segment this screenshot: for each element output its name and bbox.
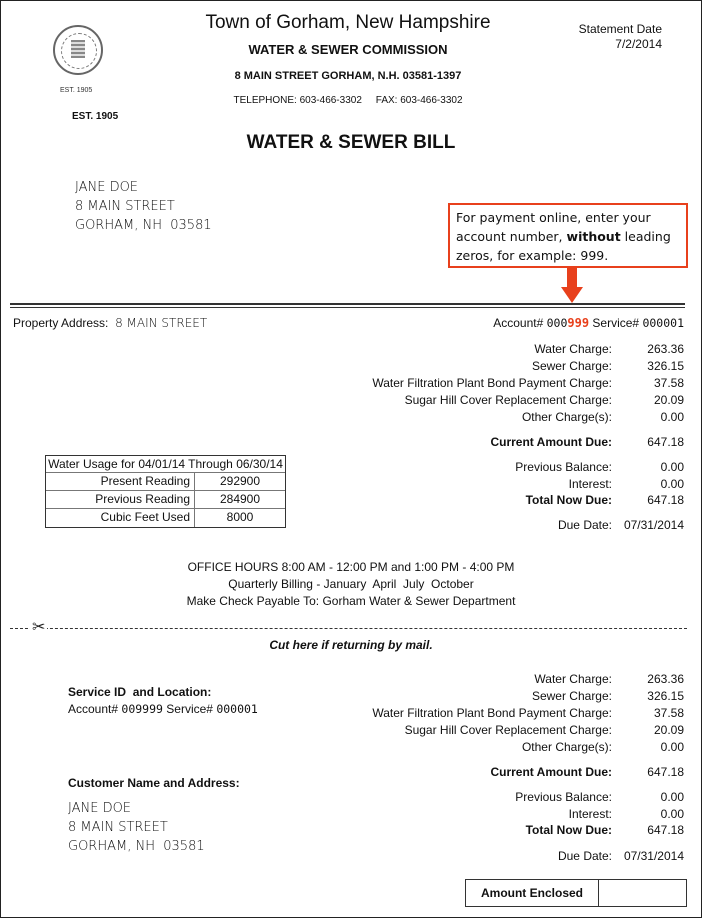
interest-amount: 0.00 xyxy=(660,807,684,821)
cut-instruction: Cut here if returning by mail. xyxy=(269,638,433,652)
stub-account-number: 009999 xyxy=(121,702,163,716)
divider xyxy=(10,303,685,305)
statement-date: 7/2/2014 xyxy=(615,37,662,51)
total-due-label: Total Now Due: xyxy=(525,823,612,837)
customer-city: GORHAM, NH 03581 xyxy=(75,218,212,233)
charge-label: Sewer Charge: xyxy=(531,359,612,373)
callout-text-end: leading zeros, for example: 999. xyxy=(456,229,671,263)
interest-label: Interest: xyxy=(568,807,612,821)
property-address xyxy=(13,316,207,330)
total-due-amount: 647.18 xyxy=(647,493,684,507)
contact-phones: TELEPHONE: 603-466-3302 FAX: 603-466-3302 xyxy=(233,95,463,106)
interest-label: Interest: xyxy=(568,477,612,491)
water-usage-table xyxy=(45,455,286,528)
usage-value: 284900 xyxy=(219,492,261,506)
charge-amount: 20.09 xyxy=(653,723,684,737)
usage-label: Present Reading xyxy=(46,473,195,490)
property-address-label: Property Address: xyxy=(13,316,109,330)
customer-name: JANE DOE xyxy=(68,801,132,816)
callout-text: For payment online, enter your account number, xyxy=(456,210,651,244)
table-row xyxy=(46,491,285,509)
charge-label: Water Filtration Plant Bond Payment Charge: xyxy=(372,706,612,720)
stub-account-label: Account# xyxy=(68,702,119,716)
customer-address xyxy=(75,178,212,235)
service-label: Service# xyxy=(592,316,640,330)
seal-est-small: EST. 1905 xyxy=(60,87,93,94)
payable-to: Make Check Payable To: Gorham Water & Sewer Department xyxy=(186,594,516,608)
current-due-amount: 647.18 xyxy=(647,435,684,449)
customer-city: GORHAM, NH 03581 xyxy=(68,839,205,854)
office-hours: OFFICE HOURS 8:00 AM - 12:00 PM and 1:00 PM - 4:00 PM xyxy=(187,560,515,574)
balance-amount: 0.00 xyxy=(660,460,684,474)
customer-name: JANE DOE xyxy=(75,180,139,195)
statement-date-label: Statement Date xyxy=(578,22,662,36)
property-address-value: 8 MAIN STREET xyxy=(115,316,208,330)
stub-service-number: 000001 xyxy=(216,702,258,716)
charge-amount: 326.15 xyxy=(647,359,684,373)
charge-amount: 37.58 xyxy=(653,376,684,390)
amount-enclosed-field[interactable] xyxy=(599,880,686,906)
charge-label: Other Charge(s): xyxy=(521,740,612,754)
service-number: 000001 xyxy=(642,316,684,330)
charge-amount: 0.00 xyxy=(660,740,684,754)
customer-street: 8 MAIN STREET xyxy=(68,820,168,835)
charge-amount: 263.36 xyxy=(647,342,684,356)
account-line xyxy=(493,316,684,330)
online-payment-callout xyxy=(448,203,688,268)
balance-label: Previous Balance: xyxy=(515,790,612,804)
arrow-head-icon xyxy=(561,287,583,303)
charge-amount: 263.36 xyxy=(647,672,684,686)
est-label: EST. 1905 xyxy=(72,111,119,122)
charge-label: Sewer Charge: xyxy=(531,689,612,703)
charge-label: Water Filtration Plant Bond Payment Charge: xyxy=(372,376,612,390)
due-date-label: Due Date: xyxy=(557,518,612,532)
charge-label: Sugar Hill Cover Replacement Charge: xyxy=(404,723,612,737)
balance-label: Previous Balance: xyxy=(515,460,612,474)
arrow-down-icon xyxy=(567,268,577,288)
account-label: Account# xyxy=(493,316,544,330)
charge-amount: 0.00 xyxy=(660,410,684,424)
cut-line xyxy=(10,628,687,629)
interest-amount: 0.00 xyxy=(660,477,684,491)
due-date-value: 07/31/2014 xyxy=(623,518,684,532)
table-row xyxy=(46,473,285,491)
commission-name: WATER & SEWER COMMISSION xyxy=(248,42,448,57)
service-id-label: Service ID and Location: xyxy=(68,685,212,699)
usage-value: 292900 xyxy=(219,474,261,488)
charge-amount: 20.09 xyxy=(653,393,684,407)
current-due-label: Current Amount Due: xyxy=(490,765,612,779)
town-seal-icon xyxy=(53,25,103,75)
charge-label: Other Charge(s): xyxy=(521,410,612,424)
total-due-amount: 647.18 xyxy=(647,823,684,837)
account-prefix: 000 xyxy=(546,316,568,330)
scissors-icon: ✂ xyxy=(32,619,46,636)
balance-amount: 0.00 xyxy=(660,790,684,804)
stub-account-line xyxy=(68,702,258,716)
amount-enclosed-label: Amount Enclosed xyxy=(466,880,599,906)
charge-amount: 326.15 xyxy=(647,689,684,703)
charges-summary xyxy=(324,342,684,542)
charge-label: Sugar Hill Cover Replacement Charge: xyxy=(404,393,612,407)
amount-enclosed-box xyxy=(465,879,687,907)
account-number-highlight: 999 xyxy=(567,316,590,330)
callout-emphasis: without xyxy=(566,229,621,244)
commission-address: 8 MAIN STREET GORHAM, N.H. 03581-1397 xyxy=(234,70,462,82)
billing-schedule: Quarterly Billing - January April July October xyxy=(228,577,474,591)
table-row xyxy=(46,509,285,527)
due-date-value: 07/31/2014 xyxy=(623,849,684,863)
customer-name-label: Customer Name and Address: xyxy=(68,776,240,790)
usage-value: 8000 xyxy=(226,510,254,524)
current-due-amount: 647.18 xyxy=(647,765,684,779)
charge-label: Water Charge: xyxy=(534,672,612,686)
usage-label: Previous Reading xyxy=(46,491,195,508)
customer-street: 8 MAIN STREET xyxy=(75,199,175,214)
town-name: Town of Gorham, New Hampshire xyxy=(205,12,491,33)
usage-label: Cubic Feet Used xyxy=(46,509,195,527)
stub-customer-address xyxy=(68,799,205,856)
charge-amount: 37.58 xyxy=(653,706,684,720)
stub-charges-summary xyxy=(324,672,684,872)
page-title: WATER & SEWER BILL xyxy=(246,132,456,153)
divider xyxy=(10,307,685,308)
charge-label: Water Charge: xyxy=(534,342,612,356)
current-due-label: Current Amount Due: xyxy=(490,435,612,449)
stub-service-label: Service# xyxy=(166,702,213,716)
total-due-label: Total Now Due: xyxy=(525,493,612,507)
due-date-label: Due Date: xyxy=(557,849,612,863)
usage-header: Water Usage for 04/01/14 Through 06/30/14 xyxy=(46,456,285,473)
